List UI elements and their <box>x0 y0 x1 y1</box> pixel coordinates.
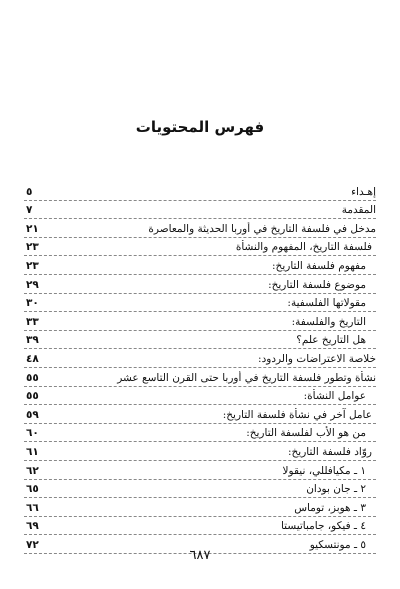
toc-entry-page: ٦١ <box>26 445 39 458</box>
toc-entry-label: من هو الأب لفلسفة التاريخ: <box>246 427 366 440</box>
toc-entry-label: عوامل النشأة: <box>303 390 366 403</box>
toc-entry-label: مدخل في فلسفة التاريخ في أوربا الحديثة والمعاصرة <box>148 222 376 235</box>
toc-entry <box>24 349 376 368</box>
toc-entry <box>24 238 376 257</box>
toc-entry-label: التاريخ والفلسفة: <box>291 315 366 328</box>
toc-entry-page: ٣٣ <box>26 315 39 328</box>
toc-entry-page: ٥٥ <box>26 371 39 384</box>
toc-entry-page: ٢٩ <box>26 278 39 291</box>
toc-entry <box>24 517 376 536</box>
toc-entry-label: خلاصة الاعتراضات والردود: <box>258 352 376 365</box>
toc-entry <box>24 424 376 443</box>
page-title: فهرس المحتويات <box>135 118 265 136</box>
toc-entry-label: ٢ ـ جان بودان <box>306 483 366 496</box>
toc-entry-label: فلسفة التاريخ، المفهوم والنشأة <box>235 241 372 254</box>
toc-entry-label: ٣ ـ هوبز، توماس <box>294 501 366 514</box>
toc-entry-page: ٦٥ <box>26 483 39 496</box>
toc-entry <box>24 201 376 220</box>
toc-entry-label: هل التاريخ علم؟ <box>296 334 366 347</box>
toc-entry <box>24 182 376 201</box>
toc-entry-label: مقولاتها الفلسفية: <box>287 297 366 310</box>
toc-entry-page: ٢٣ <box>26 241 39 254</box>
toc-entry <box>24 442 376 461</box>
table-of-contents <box>24 182 376 554</box>
toc-entry <box>24 294 376 313</box>
toc-entry <box>24 275 376 294</box>
toc-entry <box>24 387 376 406</box>
toc-entry <box>24 368 376 387</box>
toc-entry-label: المقدمة <box>341 204 376 217</box>
toc-entry-page: ٥ <box>26 185 33 198</box>
toc-entry-label: مفهوم فلسفة التاريخ: <box>272 259 366 272</box>
toc-entry <box>24 480 376 499</box>
toc-entry-label: إهـداء <box>351 185 376 198</box>
toc-entry-page: ٦٢ <box>26 464 39 477</box>
toc-entry-page: ٧٢ <box>26 538 39 551</box>
toc-entry <box>24 219 376 238</box>
toc-entry <box>24 256 376 275</box>
toc-entry-label: نشأة وتطور فلسفة التاريخ في أوربا حتى القرن التاسع عشر <box>117 371 376 384</box>
toc-entry-label: ١ ـ مكيافللي، نيقولا <box>282 464 366 477</box>
toc-entry <box>24 405 376 424</box>
toc-entry-label: روّاد فلسفة التاريخ: <box>287 445 372 458</box>
toc-entry <box>24 312 376 331</box>
toc-entry-label: ٤ ـ فيكو، جامباتيستا <box>280 520 366 533</box>
toc-entry-page: ٦٩ <box>26 520 39 533</box>
toc-entry-page: ٦٦ <box>26 501 39 514</box>
toc-entry <box>24 461 376 480</box>
toc-entry <box>24 498 376 517</box>
toc-entry-page: ٣٩ <box>26 334 39 347</box>
toc-entry-page: ٥٥ <box>26 390 39 403</box>
toc-entry-label: موضوع فلسفة التاريخ: <box>268 278 366 291</box>
toc-entry <box>24 331 376 350</box>
toc-entry-page: ٧ <box>26 204 33 217</box>
toc-entry-page: ٢١ <box>26 222 39 235</box>
toc-entry-label: ٥ ـ مونتسكيو <box>309 538 366 551</box>
toc-entry-page: ٤٨ <box>26 352 39 365</box>
toc-entry-page: ٢٣ <box>26 259 39 272</box>
toc-entry-page: ٣٠ <box>26 297 39 310</box>
toc-entry-page: ٥٩ <box>26 408 39 421</box>
toc-entry-page: ٦٠ <box>26 427 39 440</box>
toc-entry-label: عامل آخر في نشأة فلسفة التاريخ: <box>222 408 372 421</box>
page-number: ٦٨٧ <box>189 548 211 563</box>
